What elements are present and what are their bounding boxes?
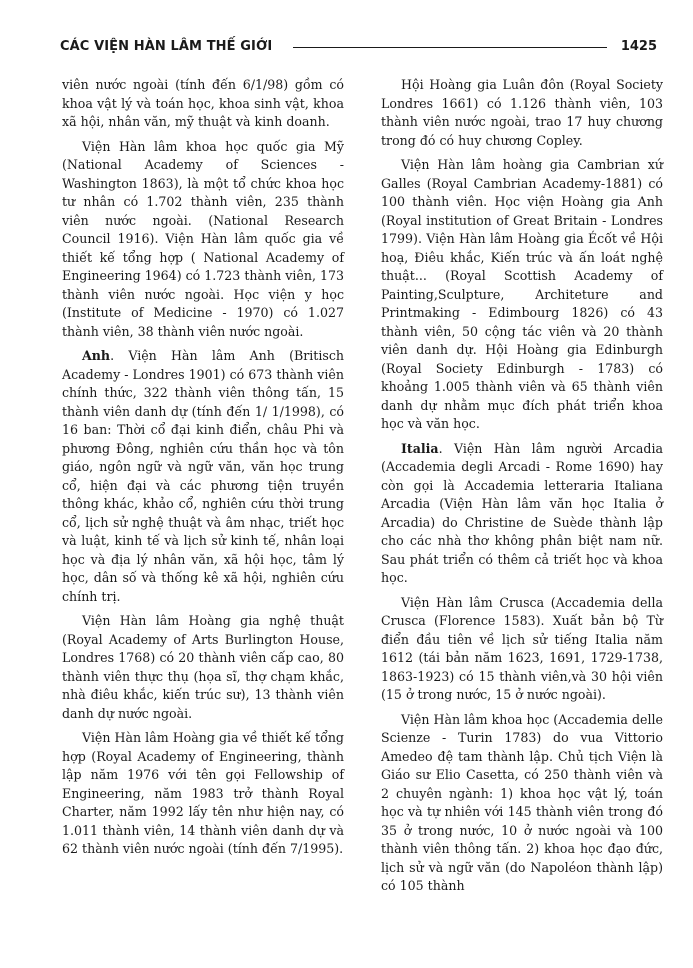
paragraph-text: Viện Hàn lâm Crusca (Accademia della Crusca (Florence 1583). Xuất bản bộ Từ điển đầu tiên về lịch sử tiếng Italia năm 1612 (tái bản năm 1623, 1691, 1729-1738, 1863-1923) có 15 thành viên,và 30 hội viên (15 ở trong nước, 15 ở nước ngoài). <box>381 594 663 702</box>
paragraph-text: Viện Hàn lâm hoàng gia Cambrian xứ Galles (Royal Cambrian Academy-1881) có 100 thành viên. Học viện Hoàng gia Anh (Royal institution of Great Britain - Londres 1799). Viện Hàn lâm Hoàng gia Écốt về Hội hoạ, Điêu khắc, Kiến trúc và ấn loát nghệ thuật... (Royal Scottish Academy of Painting,Sculpture, Architeture and Printmaking - Edimbourg 1826) có 43 thành viên, 50 cộng tác viên và 20 thành viên danh dự. Hội Hoàng gia Edinburgh (Royal Society Edinburgh - 1783) có khoảng 1.005 thành viên và 65 thành viên danh dự nhằm mục đích phát triển khoa học và văn học. <box>381 157 663 431</box>
paragraph-text: . Viện Hàn lâm người Arcadia (Accademia degli Arcadi - Rome 1690) hay còn gọi là Accademia letteraria Italiana Arcadia (Viện Hàn lâm văn học Italia ở Arcadia) do Christine de Suède thành lập cho các nhà thơ không phân biệt nam nữ. Sau phát triển có thêm cả triết học và khoa học. <box>381 440 663 585</box>
paragraph <box>62 612 344 723</box>
paragraph <box>381 594 663 705</box>
paragraph <box>381 440 663 588</box>
paragraph-text: . Viện Hàn lâm Anh (Britisch Academy - Londres 1901) có 673 thành viên chính thức, 322 thành viên thông tấn, 15 thành viên danh dự (tính đến 1/ 1/1998), có 16 ban: Thời cổ đại kinh điển, châu Phi và phương Đông, nghiên cứu thần học và tôn giáo, ngôn ngữ và ngữ văn, văn học trung cổ, hiện đại và các phương tiện truyền thông khác, khảo cổ, nghiên cứu thời trung cổ, lịch sử nghệ thuật và âm nhạc, triết học và luật, kinh tế và lịch sử kinh tế, nhân loại học và địa lý nhân văn, xã hội học, tâm lý học, dân số và thống kê xã hội, nghiên cứu chính trị. <box>62 348 344 604</box>
right-column <box>381 76 663 902</box>
paragraph-text: Viện Hàn lâm khoa học (Accademia delle Scienze - Turin 1783) do vua Vittorio Amedeo đệ tam thành lập. Chủ tịch Viện là Giáo sư Elio Casetta, có 250 thành viên và 2 chuyên ngành: 1) khoa học vật lý, toán học và tự nhiên với 145 thành viên trong đó 35 ở trong nước, 10 ở nước ngoài và 100 thành viên thông tấn. 2) khoa học đạo đức, lịch sử và ngữ văn (do Napoléon thành lập) có 105 thành <box>381 711 663 893</box>
running-header <box>60 31 657 61</box>
paragraph-text: viên nước ngoài (tính đến 6/1/98) gồm có khoa vật lý và toán học, khoa sinh vật, khoa xã hội, nhân văn, mỹ thuật và kinh doanh. <box>62 77 344 129</box>
paragraph <box>62 76 344 132</box>
paragraph-text: Viện Hàn lâm khoa học quốc gia Mỹ (National Academy of Sciences - Washington 1863), là một tổ chức khoa học tư nhân có 1.702 thành viên, 235 thành viên nước ngoài. (National Research Council 1916). Viện Hàn lâm quốc gia về thiết kế tổng hợp ( National Academy of Engineering 1964) có 1.723 thành viên, 173 thành viên nước ngoài. Học viện y học (Institute of Medicine - 1970) có 1.027 thành viên, 38 thành viên nước ngoài. <box>62 138 344 339</box>
paragraph-text: Hội Hoàng gia Luân đôn (Royal Society Londres 1661) có 1.126 thành viên, 103 thành viên nước ngoài, trao 17 huy chương trong đó có huy chương Copley. <box>381 77 663 148</box>
running-title: CÁC VIỆN HÀN LÂM THẾ GIỚI <box>60 39 273 54</box>
paragraph <box>62 347 344 606</box>
paragraph <box>381 76 663 150</box>
paragraph <box>381 156 663 434</box>
paragraph-text: Viện Hàn lâm Hoàng gia nghệ thuật (Royal Academy of Arts Burlington House, Londres 1768) có 20 thành viên cấp cao, 80 thành viên thực thụ (họa sĩ, thợ chạm khắc, nhà điêu khắc, kiến trúc sư), 13 thành viên danh dự nước ngoài. <box>62 613 344 721</box>
paragraph-text: Viện Hàn lâm Hoàng gia về thiết kế tổng hợp (Royal Academy of Engineering, thành lập năm 1976 với tên gọi Fellowship of Engineering, năm 1983 trở thành Royal Charter, năm 1992 lấy tên như hiện nay, có 1.011 thành viên, 14 thành viên danh dự và 62 thành viên nước ngoài (tính đến 7/1995). <box>62 730 344 856</box>
page-number: 1425 <box>620 39 657 54</box>
paragraph-lead: Italia <box>401 440 439 456</box>
paragraph <box>381 711 663 896</box>
left-column <box>62 76 344 865</box>
paragraph-lead: Anh <box>82 348 111 363</box>
header-rule <box>293 47 607 48</box>
paragraph <box>62 729 344 859</box>
paragraph <box>62 138 344 342</box>
